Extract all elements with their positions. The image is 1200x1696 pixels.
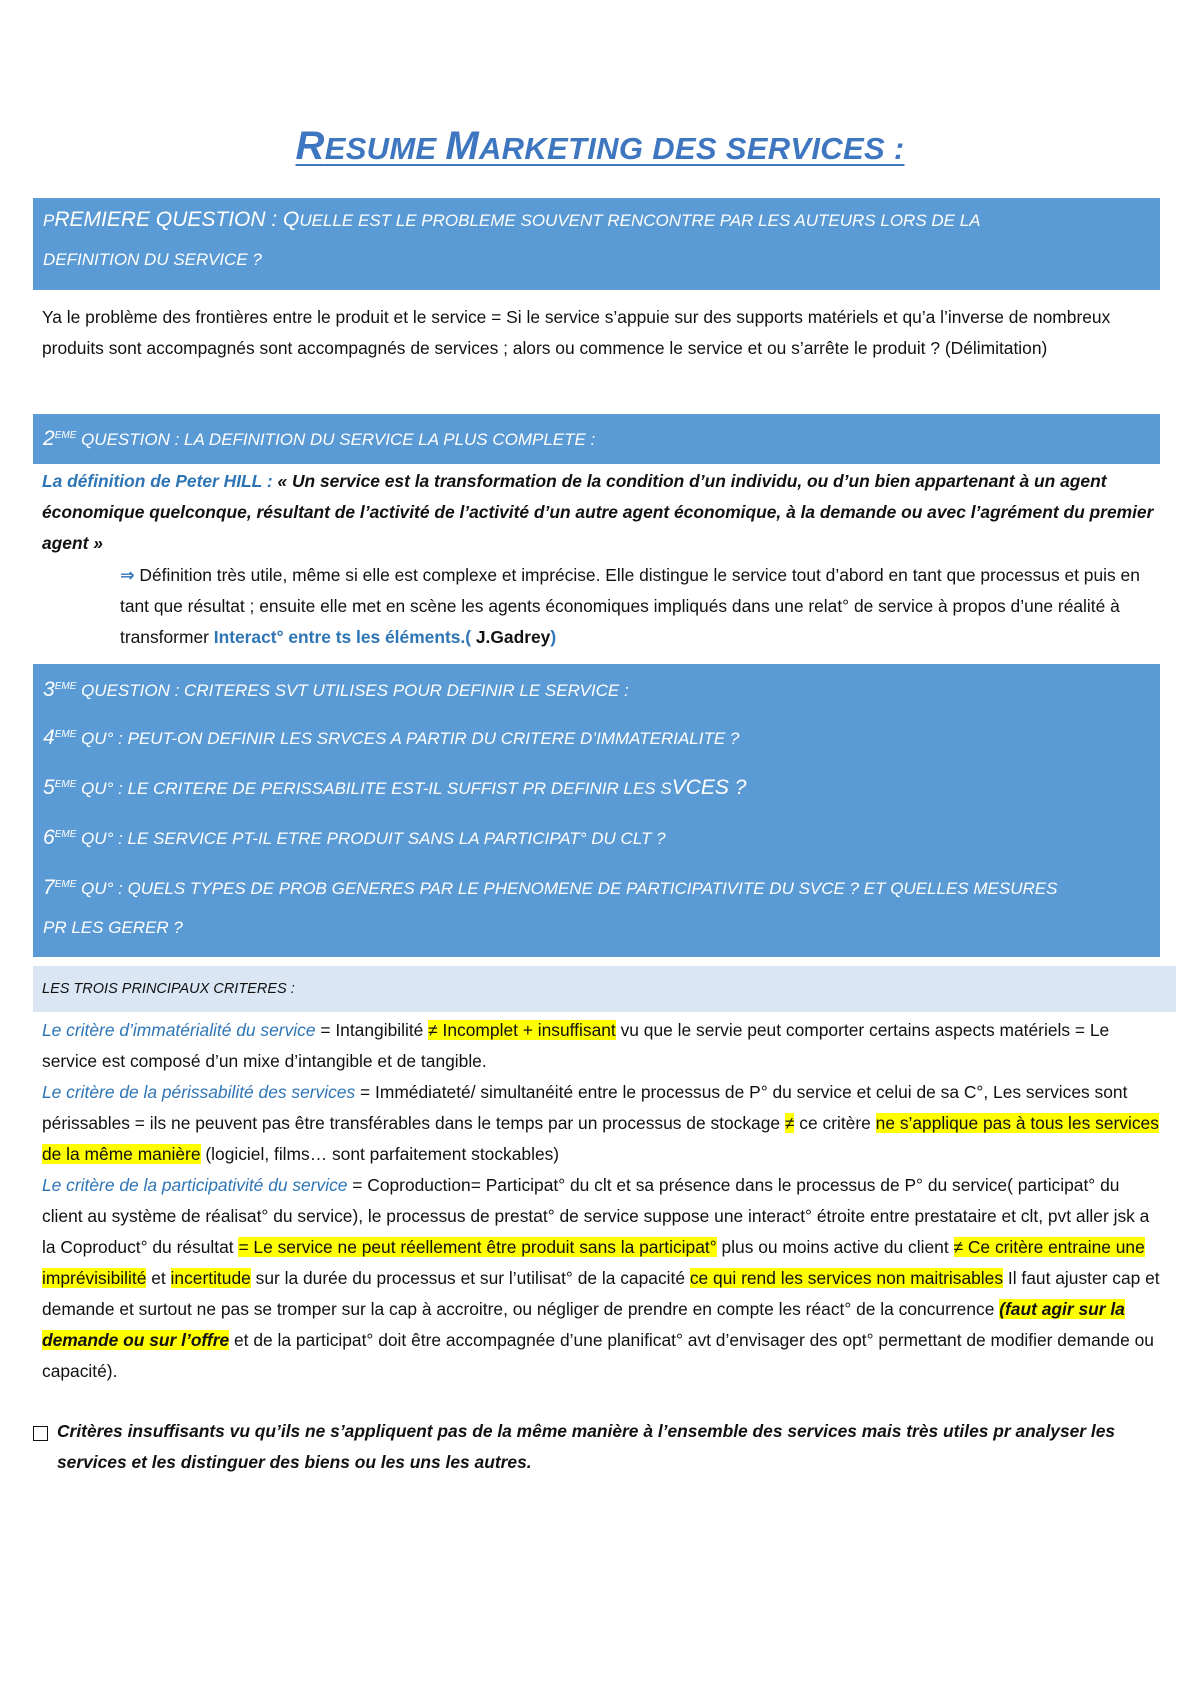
- answer-1-paragraph: Ya le problème des frontières entre le produit et le service = Si le service s’appuie sur des supports matériels et qu’a l’inverse de nombreux produits sont accompagnés sont accompagnés de services ; alors ou commence le service et ou s’arrête le produit ? (Délimitation): [42, 307, 1111, 358]
- title-part-2: ARKETING DES SERVICES :: [479, 131, 905, 166]
- highlight: ne s’applique pas à tous les services de la même manière: [42, 1113, 1159, 1164]
- question-7-line-1: 7EME QU° : QUELS TYPES DE PROB GENERES PAR LE PHENOMENE DE PARTICIPATIVITE DU SVCE ? ET QUELLES MESURES: [43, 876, 1058, 899]
- page-title: [0, 124, 1200, 169]
- criterion-participativity: Le critère de la participativité du service = Coproduction= Participat° du clt et sa présence dans le processus de P° du service( participat° du client au système de réalisat° du service), le processus de prestat° de service suppose une interact° étroite entre prestataire et clt, pvt aller jsk a la Coproduct° du résultat = Le service ne peut réellement être produit sans la participat° plus ou moins active du client ≠ Ce critère entraine une imprévisibilité et incertitude sur la durée du processus et sur l’utilisat° de la capacité ce qui rend les services non maitrisables Il faut ajuster cap et demande et surtout ne pas se tromper sur la cap à accroitre, ou négliger de prendre en compte les réact° de la concurrence (faut agir sur la demande ou sur l’offre et de la participat° doit être accompagnée d’une planificat° avt d’envisager des opt° permettant de modifier demande ou capacité).: [42, 1175, 1160, 1381]
- highlight: ce qui rend les services non maitrisables: [689, 1268, 1004, 1288]
- peter-hill-quote: « Un service est la transformation de la condition d’un individu, ou d’un bien appartenant à un agent économique quelconque, résultant de l’activité de l’activité d’un autre agent économique, à la demande ou avec l’agrément du premier agent »: [42, 471, 1154, 553]
- question-7-line-2: PR LES GERER ?: [43, 918, 183, 937]
- right-arrow-icon: ⇒: [120, 565, 135, 585]
- question-1-line-1: PREMIERE QUESTION : QUELLE EST LE PROBLEME SOUVENT RENCONTRE PAR LES AUTEURS LORS DE LA: [43, 208, 981, 231]
- highlight: ≠: [784, 1113, 795, 1133]
- question-1-band: [33, 198, 1160, 290]
- reference-gadrey: J.Gadrey: [475, 627, 551, 647]
- answer-2-comment: ⇒ Définition très utile, même si elle est complexe et imprécise. Elle distingue le service tout d’abord en tant que processus et puis en tant que résultat ; ensuite elle met en scène les agents économiques impliqués dans une relat° de service à propos d’une réalité à transformer Interact° entre ts les éléments.( J.Gadrey): [120, 565, 1140, 647]
- criterion-perishability: Le critère de la périssabilité des services = Immédiateté/ simultanéité entre le processus de P° du service et celui de sa C°, Les services sont périssables = ils ne peuvent pas être transférables dans le temps par un processus de stockage ≠ ce critère ne s’applique pas à tous les services de la même manière (logiciel, films… sont parfaitement stockables): [42, 1082, 1159, 1164]
- highlight: (faut agir sur la demande ou sur l’offre: [42, 1299, 1125, 1350]
- highlight: incertitude: [170, 1268, 251, 1288]
- question-2-text: 2EME QUESTION : LA DEFINITION DU SERVICE LA PLUS COMPLETE :: [43, 427, 596, 450]
- checkbox-icon: [33, 1426, 48, 1441]
- question-4: 4EME QU° : PEUT-ON DEFINIR LES SRVCES A PARTIR DU CRITERE D’IMMATERIALITE ?: [43, 726, 740, 749]
- question-6: 6EME QU° : LE SERVICE PT-IL ETRE PRODUIT SANS LA PARTICIPAT° DU CLT ?: [43, 826, 666, 849]
- criteria-header: LES TROIS PRINCIPAUX CRITERES :: [33, 966, 1176, 1012]
- highlight: ≠ Ce critère entraine une: [953, 1237, 1145, 1257]
- question-1-line-2: DEFINITION DU SERVICE ?: [43, 250, 262, 269]
- criterion-2-label: Le critère de la périssabilité des services: [42, 1082, 356, 1102]
- criterion-3-label: Le critère de la participativité du service: [42, 1175, 348, 1195]
- question-2-band: [33, 414, 1160, 464]
- title-initial-1: R: [295, 124, 325, 168]
- highlight: imprévisibilité: [42, 1268, 147, 1288]
- title-part-1: ESUME: [324, 131, 446, 166]
- criterion-1-label: Le critère d’immatérialité du service: [42, 1020, 316, 1040]
- answer-2-definition: [42, 466, 1162, 559]
- title-initial-2: M: [445, 124, 479, 168]
- peter-hill-label: La définition de Peter HILL :: [42, 471, 273, 491]
- highlight: ≠ Incomplet + insuffisant: [428, 1020, 616, 1040]
- conclusion: Critères insuffisants vu qu’ils ne s’appliquent pas de la même manière à l’ensemble des services mais très utiles pr analyser les services et les distinguer des biens ou les uns les autres.: [57, 1421, 1116, 1472]
- question-5: 5EME QU° : LE CRITERE DE PERISSABILITE EST-IL SUFFIST PR DEFINIR LES SVCES ?: [43, 776, 747, 799]
- questions-3-7-band: [33, 664, 1160, 957]
- question-3: 3EME QUESTION : CRITERES SVT UTILISES POUR DEFINIR LE SERVICE :: [43, 678, 629, 701]
- interaction-note: Interact° entre ts les éléments.: [213, 627, 466, 647]
- criterion-immateriality: Le critère d’immatérialité du service = Intangibilité ≠ Incomplet + insuffisant vu que le servie peut comporter certains aspects matériels = Le service est composé d’un mixe d’intangible et de tangible.: [42, 1020, 1110, 1071]
- highlight: = Le service ne peut réellement être produit sans la participat°: [238, 1237, 717, 1257]
